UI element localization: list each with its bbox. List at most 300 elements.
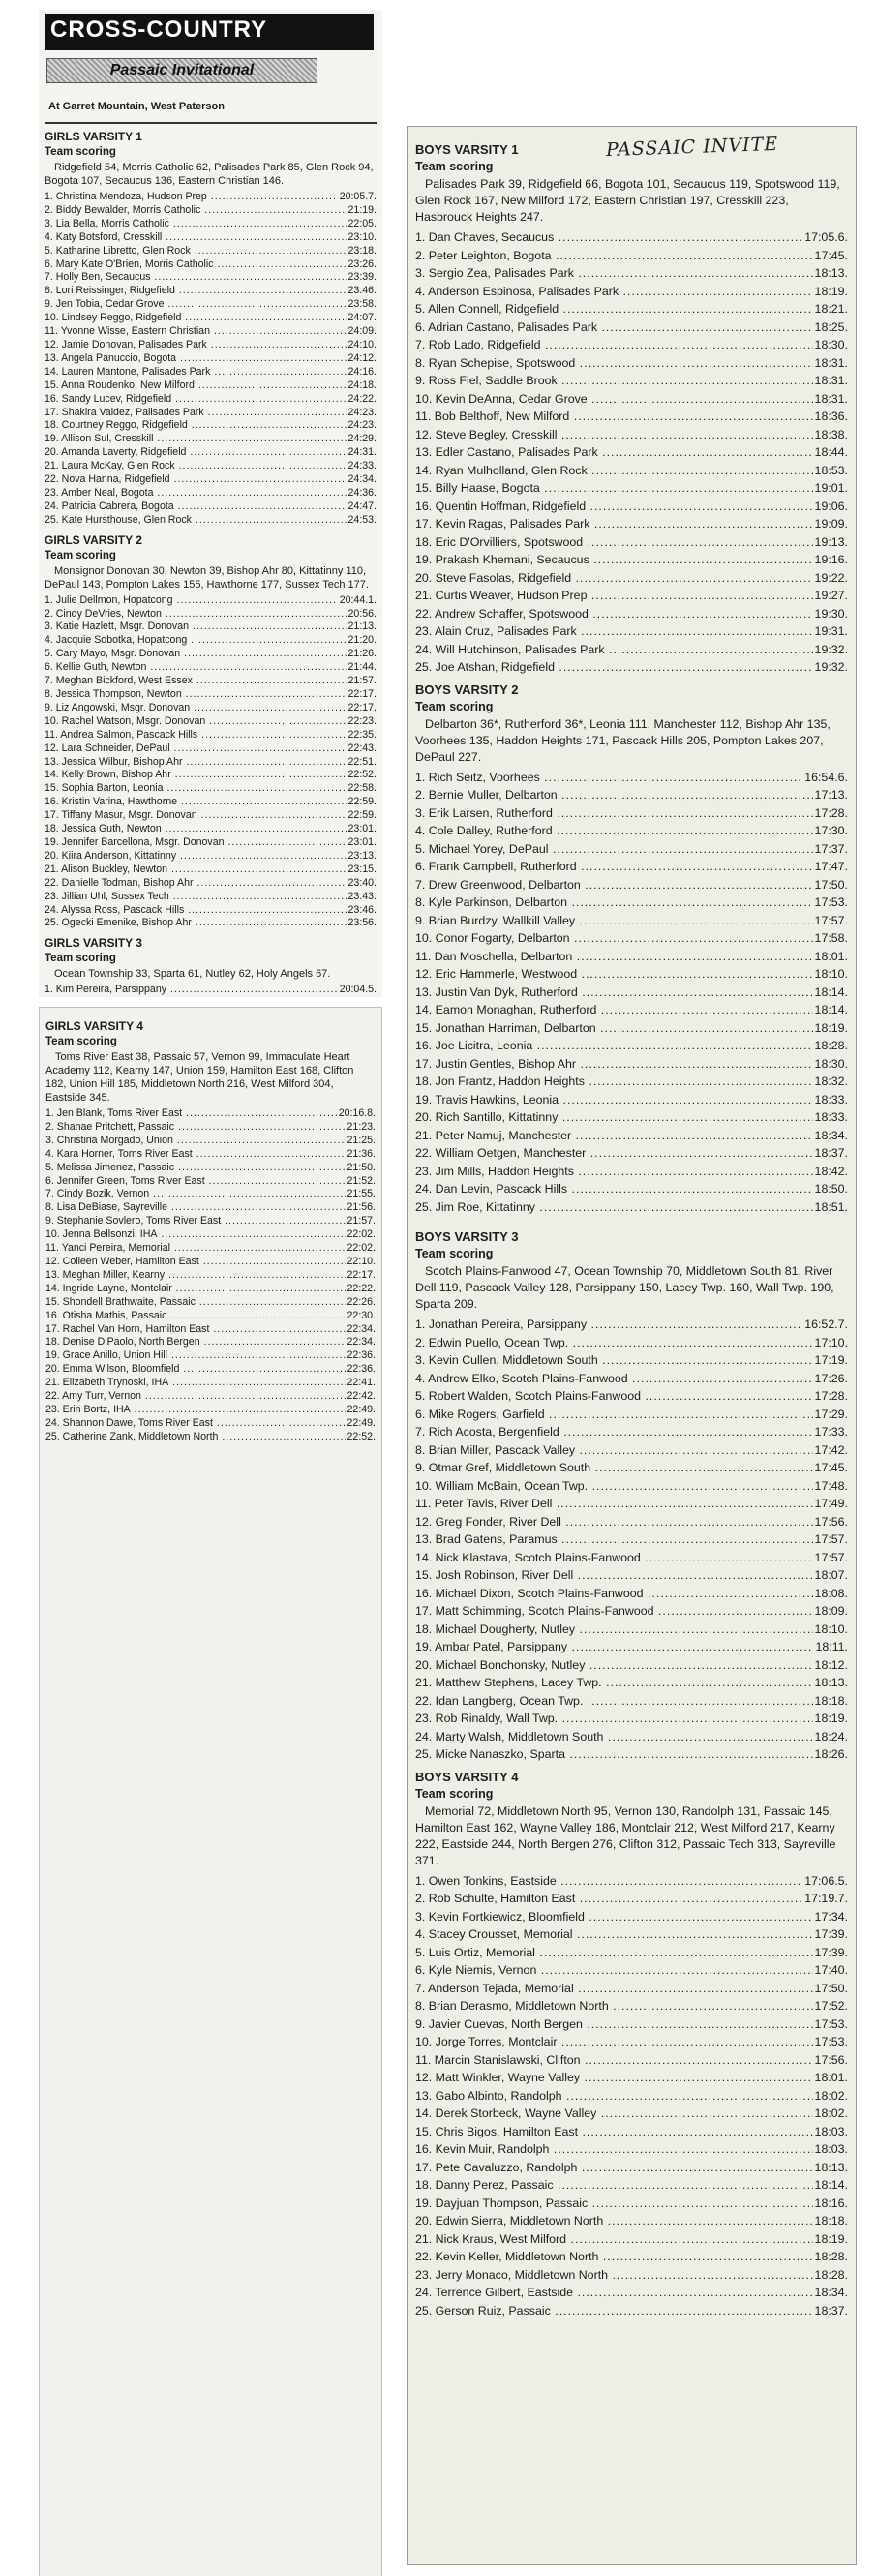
finish-time: 18:36.	[814, 409, 848, 423]
finish-time: 18:10.	[814, 967, 848, 981]
finish-time: 20:05.7.	[339, 191, 377, 202]
result-row	[415, 1728, 848, 1746]
finish-time: 18:18.	[814, 1693, 848, 1708]
team-scoring-label: Team scoring	[415, 1247, 494, 1260]
runner-name: 8. Jessica Thompson, Newton .....	[45, 688, 347, 702]
result-row	[415, 622, 848, 641]
runner-name: 3. Christina Morgado, Union .....	[45, 1135, 346, 1148]
finish-time: 16:52.7.	[804, 1318, 848, 1331]
result-row	[45, 688, 377, 702]
finish-time: 18:37.	[814, 2303, 848, 2318]
finish-time: 17:19.7.	[804, 1892, 848, 1905]
result-row	[415, 1674, 848, 1692]
result-row	[45, 1256, 376, 1269]
runner-name: 21. Laura McKay, Glen Rock .....	[45, 460, 347, 473]
result-row	[45, 1228, 376, 1242]
result-row	[45, 312, 377, 325]
finish-time: 24:09.	[347, 325, 377, 338]
finish-time: 17:57.	[814, 913, 848, 927]
finish-time: 18:42.	[814, 1164, 848, 1178]
finish-time: 17:50.	[814, 1981, 848, 1995]
result-row	[415, 1961, 848, 1980]
result-row	[415, 1351, 848, 1370]
result-row	[45, 352, 377, 366]
runner-name: 19. Jennifer Barcellona, Msgr. Donovan .....	[45, 836, 347, 850]
runner-name: 23. Erin Bortz, IHA .....	[45, 1404, 346, 1417]
result-row	[415, 2284, 848, 2302]
finish-time: 22:49.	[347, 1403, 376, 1415]
boys-varsity-1-section	[415, 142, 848, 677]
runner-name: 12. Colleen Weber, Hamilton East .....	[45, 1256, 346, 1269]
runner-name: 24. Dan Levin, Pascack Hills .....	[415, 1180, 813, 1198]
runner-name: 3. Sergio Zea, Palisades Park .....	[415, 264, 813, 283]
finish-time: 22:36.	[347, 1363, 376, 1376]
team-scoring-text: Ocean Township 33, Sparta 61, Nutley 62, Holy Angels 67.	[54, 968, 331, 981]
finish-time: 17:39.	[814, 1945, 848, 1959]
runner-name: 19. Allison Sul, Cresskill .....	[45, 433, 347, 446]
runner-name: 8. Lori Reissinger, Ridgefield .....	[45, 285, 347, 298]
result-row	[45, 891, 377, 904]
runner-name: 20. Michael Bonchonsky, Nutley .....	[415, 1656, 813, 1675]
result-row	[45, 339, 377, 352]
result-row	[45, 877, 377, 891]
finish-time: 23:58.	[347, 298, 377, 311]
runner-name: 15. Jonathan Harriman, Delbarton .....	[415, 1019, 813, 1038]
finish-time: 24:29.	[347, 433, 377, 445]
runner-name: 19. Ambar Patel, Parsippany .....	[415, 1638, 813, 1656]
result-row	[415, 876, 848, 894]
finish-time: 22:49.	[347, 1416, 376, 1429]
result-row	[45, 1121, 376, 1135]
runner-name: 1. Jonathan Pereira, Parsippany .....	[415, 1316, 802, 1334]
result-row	[45, 904, 377, 918]
finish-time: 23:10.	[347, 230, 377, 243]
runner-name: 5. Luis Ortiz, Memorial .....	[415, 1944, 813, 1962]
event-subtitle: Passaic Invitational	[46, 58, 317, 83]
runner-name: 6. Adrian Castano, Palisades Park .....	[415, 318, 813, 337]
result-row	[415, 1163, 848, 1181]
result-row	[45, 1148, 376, 1162]
finish-time: 18:12.	[814, 1657, 848, 1672]
finish-time: 23:46.	[347, 285, 377, 297]
runner-name: 21. Curtis Weaver, Hudson Prep .....	[415, 587, 813, 605]
team-scoring-text: Palisades Park 39, Ridgefield 66, Bogota 101, Secaucus 119, Spotswood 119, Glen Rock 167, New Milford 172, Eastern Christian 197, Cresskill 223, Hasbrouck Heights 247.	[415, 177, 840, 224]
finish-time: 18:18.	[814, 2214, 848, 2227]
runner-name: 25. Joe Atshan, Ridgefield .....	[415, 658, 813, 677]
finish-time: 22:59.	[347, 809, 377, 822]
result-row	[45, 460, 377, 473]
finish-time: 22:26.	[347, 1295, 376, 1308]
finish-time: 21:26.	[347, 648, 377, 660]
runner-name: 4. Kara Horner, Toms River East .....	[45, 1148, 346, 1162]
divider	[45, 122, 377, 124]
finish-time: 23:43.	[347, 890, 377, 902]
finish-time: 17:45.	[814, 248, 848, 262]
result-row	[415, 462, 848, 480]
runner-name: 14. Kelly Brown, Bishop Ahr .....	[45, 769, 347, 782]
finish-time: 21:57.	[347, 675, 377, 687]
result-row	[45, 298, 377, 312]
finish-time: 21:25.	[347, 1134, 376, 1146]
result-row	[45, 1363, 376, 1377]
result-row	[415, 1585, 848, 1603]
result-row	[415, 804, 848, 823]
result-row	[415, 336, 848, 354]
finish-time: 20:44.1.	[339, 593, 377, 606]
runner-name: 18. Jessica Guth, Newton .....	[45, 823, 347, 836]
finish-time: 17:56.	[814, 1514, 848, 1529]
runner-name: 17. Shakira Valdez, Palisades Park .....	[45, 407, 347, 420]
result-row	[45, 1188, 376, 1201]
finish-time: 24:33.	[347, 460, 377, 472]
finish-time: 18:01.	[814, 2071, 848, 2084]
result-row	[415, 984, 848, 1002]
finish-time: 17:37.	[814, 841, 848, 856]
result-row	[415, 264, 848, 283]
result-row	[415, 498, 848, 516]
runner-name: 24. Terrence Gilbert, Eastside .....	[415, 2284, 813, 2302]
runner-name: 16. Otisha Mathis, Passaic .....	[45, 1310, 346, 1323]
runner-name: 13. Angela Panuccio, Bogota .....	[45, 352, 347, 366]
finish-time: 18:03.	[814, 2124, 848, 2138]
finish-time: 17:33.	[814, 1425, 848, 1439]
runner-name: 20. Emma Wilson, Bloomfield .....	[45, 1363, 346, 1377]
finish-time: 19:30.	[814, 606, 848, 621]
runner-name: 14. Eamon Monaghan, Rutherford .....	[415, 1001, 813, 1019]
result-row	[45, 850, 377, 864]
finish-time: 18:07.	[814, 1568, 848, 1582]
result-row	[45, 1283, 376, 1296]
finish-time: 21:44.	[347, 661, 377, 674]
finish-time: 23:01.	[347, 835, 377, 848]
finish-time: 18:14.	[814, 985, 848, 999]
result-row	[45, 608, 377, 621]
finish-time: 18:44.	[814, 445, 848, 459]
result-row	[415, 247, 848, 265]
runner-name: 25. Gerson Ruiz, Passaic .....	[415, 2302, 813, 2320]
runner-name: 23. Jerry Monaco, Middletown North .....	[415, 2266, 813, 2285]
finish-time: 19:22.	[814, 570, 848, 585]
finish-time: 19:32.	[814, 642, 848, 656]
result-row	[415, 858, 848, 876]
team-scoring-text: Delbarton 36*, Rutherford 36*, Leonia 111, Manchester 112, Bishop Ahr 135, Voorhees 135, Haddon Heights 171, Pascack Hills 205, Pompton Lakes 207, DePaul 227.	[415, 716, 831, 764]
result-row	[45, 1310, 376, 1323]
result-row	[415, 1925, 848, 1944]
runner-name: 3. Erik Larsen, Rutherford .....	[415, 804, 813, 823]
result-row	[415, 228, 848, 247]
finish-time: 21:55.	[347, 1188, 376, 1200]
finish-time: 24:12.	[347, 351, 377, 364]
finish-time: 18:02.	[814, 2088, 848, 2103]
finish-time: 18:13.	[814, 266, 848, 280]
runner-name: 12. Steve Begley, Cresskill .....	[415, 426, 813, 444]
finish-time: 19:32.	[814, 660, 848, 674]
runner-name: 14. Nick Klastava, Scotch Plains-Fanwood .....	[415, 1549, 813, 1567]
finish-time: 17:39.	[814, 1927, 848, 1941]
runner-name: 23. Jim Mills, Haddon Heights .....	[415, 1163, 813, 1181]
finish-time: 17:34.	[814, 1909, 848, 1924]
result-row	[45, 594, 377, 608]
result-row	[415, 533, 848, 552]
finish-time: 24:18.	[347, 379, 377, 391]
finish-time: 17:06.5.	[804, 1873, 848, 1888]
result-row	[415, 1692, 848, 1711]
finish-time: 17:56.	[814, 2052, 848, 2067]
runner-name: 15. Sophia Barton, Leonia .....	[45, 782, 347, 796]
runner-name: 8. Ryan Schepise, Spotswood .....	[415, 354, 813, 373]
result-row	[415, 1316, 848, 1334]
finish-time: 23:18.	[347, 244, 377, 257]
finish-time: 23:13.	[347, 849, 377, 862]
result-row	[45, 433, 377, 446]
result-row	[45, 407, 377, 420]
result-row	[45, 648, 377, 661]
right-clipping	[407, 126, 857, 2565]
runner-name: 10. Kevin DeAnna, Cedar Grove .....	[415, 390, 813, 409]
finish-time: 20:04.5.	[339, 984, 377, 996]
result-row	[415, 1127, 848, 1145]
result-row	[415, 587, 848, 605]
section-title: CROSS-COUNTRY	[45, 14, 374, 50]
team-scoring-label: Team scoring	[415, 160, 494, 173]
result-row	[45, 379, 377, 393]
runner-name: 22. Kevin Keller, Middletown North .....	[415, 2248, 813, 2266]
finish-time: 18:01.	[814, 949, 848, 963]
result-row	[415, 2015, 848, 2034]
runner-name: 25. Ogecki Emenike, Bishop Ahr .....	[45, 917, 347, 930]
runner-name: 6. Mike Rogers, Garfield .....	[415, 1406, 813, 1424]
finish-time: 23:56.	[347, 917, 377, 929]
boys-varsity-4-section	[415, 1770, 848, 2320]
finish-time: 18:14.	[814, 2178, 848, 2192]
result-row	[415, 1997, 848, 2015]
result-row	[415, 929, 848, 948]
handwritten-note: PASSAIC INVITE	[605, 133, 779, 162]
result-row	[415, 515, 848, 533]
finish-time: 18:33.	[814, 1092, 848, 1106]
runner-name: 23. Jillian Uhl, Sussex Tech .....	[45, 891, 347, 904]
result-row	[415, 1198, 848, 1217]
result-row	[415, 479, 848, 498]
boys-varsity-2-section	[415, 682, 848, 1217]
result-row	[45, 191, 377, 204]
finish-time: 18:28.	[814, 2250, 848, 2263]
runner-name: 14. Ryan Mulholland, Glen Rock .....	[415, 462, 813, 480]
result-row	[415, 1073, 848, 1091]
result-row	[415, 2159, 848, 2177]
result-row	[415, 569, 848, 588]
runner-name: 5. Michael Yorey, DePaul .....	[415, 840, 813, 859]
result-row	[45, 756, 377, 770]
result-row	[415, 2248, 848, 2266]
finish-time: 23:26.	[347, 258, 377, 270]
finish-time: 18:28.	[814, 1039, 848, 1052]
runner-name: 1. Kim Pereira, Parsippany .....	[45, 984, 338, 997]
result-row	[415, 840, 848, 859]
finish-time: 17:40.	[814, 1963, 848, 1977]
runner-name: 7. Meghan Bickford, West Essex .....	[45, 675, 347, 688]
result-row	[45, 715, 377, 729]
section-heading: BOYS VARSITY 3	[415, 1229, 519, 1244]
result-row	[415, 1621, 848, 1639]
runner-name: 7. Rob Lado, Ridgefield .....	[415, 336, 813, 354]
runner-name: 1. Jen Blank, Toms River East .....	[45, 1107, 337, 1121]
result-row	[415, 1423, 848, 1441]
runner-name: 23. Rob Rinaldy, Wall Twp. .....	[415, 1710, 813, 1728]
runner-name: 22. Idan Langberg, Ocean Twp. .....	[415, 1692, 813, 1711]
result-row	[415, 965, 848, 984]
finish-time: 18:11.	[815, 1640, 848, 1653]
result-row	[45, 823, 377, 836]
finish-time: 19:16.	[814, 553, 848, 566]
runner-name: 5. Allen Connell, Ridgefield .....	[415, 300, 813, 318]
runner-name: 5. Robert Walden, Scotch Plains-Fanwood .....	[415, 1387, 813, 1406]
result-row	[45, 984, 377, 997]
runner-name: 21. Matthew Stephens, Lacey Twp. .....	[415, 1674, 813, 1692]
result-row	[415, 1549, 848, 1567]
finish-time: 21:52.	[347, 1174, 376, 1187]
runner-name: 15. Chris Bigos, Hamilton East .....	[415, 2123, 813, 2141]
result-row	[45, 1162, 376, 1175]
finish-time: 21:19.	[347, 203, 377, 216]
runner-name: 25. Jim Roe, Kittatinny .....	[415, 1198, 813, 1217]
runner-name: 21. Nick Kraus, West Milford .....	[415, 2230, 813, 2249]
finish-time: 23:15.	[347, 863, 377, 875]
runner-name: 13. Meghan Miller, Kearny .....	[45, 1269, 346, 1283]
finish-time: 19:13.	[814, 534, 848, 549]
runner-name: 24. Alyssa Ross, Pascack Hills .....	[45, 904, 347, 918]
finish-time: 17:10.	[814, 1335, 848, 1349]
finish-time: 19:27.	[814, 589, 848, 602]
result-row	[415, 1180, 848, 1198]
finish-time: 17:28.	[814, 1389, 848, 1403]
finish-time: 23:40.	[347, 876, 377, 889]
runner-name: 9. Jen Tobia, Cedar Grove .....	[45, 298, 347, 312]
finish-time: 22:23.	[347, 714, 377, 727]
runner-name: 9. Ross Fiel, Saddle Brook .....	[415, 372, 813, 390]
result-row	[415, 948, 848, 966]
runner-name: 22. Amy Turr, Vernon .....	[45, 1390, 346, 1404]
result-row	[415, 390, 848, 409]
runner-name: 9. Javier Cuevas, North Bergen .....	[415, 2015, 813, 2034]
result-row	[415, 1495, 848, 1513]
finish-time: 24:31.	[347, 446, 377, 459]
result-row	[415, 2212, 848, 2230]
result-row	[45, 809, 377, 823]
result-row	[45, 366, 377, 379]
result-row	[415, 1944, 848, 1962]
finish-time: 22:59.	[347, 796, 377, 808]
runner-name: 19. Grace Anillo, Union Hill .....	[45, 1349, 346, 1363]
result-row	[415, 426, 848, 444]
runner-name: 14. Ingride Layne, Montclair .....	[45, 1283, 346, 1296]
result-row	[45, 917, 377, 930]
runner-name: 1. Julie Dellmon, Hopatcong .....	[45, 594, 338, 608]
finish-time: 22:52.	[347, 1430, 376, 1442]
runner-name: 8. Kyle Parkinson, Delbarton .....	[415, 894, 813, 912]
result-row	[415, 551, 848, 569]
result-row	[45, 419, 377, 433]
runner-name: 10. Rachel Watson, Msgr. Donovan .....	[45, 715, 347, 729]
runner-name: 20. Amanda Laverty, Ridgefield .....	[45, 446, 347, 460]
result-row	[45, 500, 377, 514]
result-row	[45, 661, 377, 675]
finish-time: 18:26.	[814, 1747, 848, 1761]
finish-time: 18:34.	[814, 1128, 848, 1142]
result-row	[45, 1107, 376, 1121]
result-row	[415, 1566, 848, 1585]
runner-name: 20. Rich Santillo, Kittatinny .....	[415, 1108, 813, 1127]
result-row	[45, 796, 377, 809]
finish-time: 21:13.	[347, 621, 377, 633]
finish-time: 17:13.	[814, 788, 848, 802]
finish-time: 24:07.	[347, 312, 377, 324]
finish-time: 17:29.	[814, 1407, 848, 1421]
runner-name: 24. Patricia Cabrera, Bogota .....	[45, 500, 347, 514]
finish-time: 17:57.	[814, 1532, 848, 1546]
result-row	[415, 283, 848, 301]
runner-name: 11. Yanci Pereira, Memorial .....	[45, 1242, 346, 1256]
runner-name: 4. Andrew Elko, Scotch Plains-Fanwood .....	[415, 1370, 813, 1388]
runner-name: 3. Lia Bella, Morris Catholic .....	[45, 218, 347, 231]
result-row	[415, 2033, 848, 2051]
team-scoring-text: Memorial 72, Middletown North 95, Vernon 130, Randolph 131, Passaic 145, Hamilton East 162, Wayne Valley 186, Montclair 212, West Milford 217, Kearny 222, Eastside 244, North Bergen 276, Clifton 312, Passaic Tech 313, Sayreville 371.	[415, 1803, 836, 1867]
runner-name: 4. Stacey Crousset, Memorial .....	[415, 1925, 813, 1944]
finish-time: 19:06.	[814, 499, 848, 513]
result-row	[415, 443, 848, 462]
section-heading: GIRLS VARSITY 1	[45, 130, 142, 143]
result-row	[45, 1135, 376, 1148]
result-row	[45, 204, 377, 218]
finish-time: 18:14.	[814, 1003, 848, 1016]
result-row	[45, 864, 377, 877]
runner-name: 7. Anderson Tejada, Memorial .....	[415, 1980, 813, 1998]
finish-time: 18:31.	[814, 355, 848, 370]
runner-name: 11. Yvonne Wisse, Eastern Christian .....	[45, 325, 347, 339]
finish-time: 21:56.	[347, 1201, 376, 1214]
finish-time: 21:50.	[347, 1161, 376, 1173]
finish-time: 22:02.	[347, 1242, 376, 1255]
runner-name: 3. Kevin Cullen, Middletown South .....	[415, 1351, 813, 1370]
result-row	[415, 605, 848, 623]
finish-time: 22:22.	[347, 1282, 376, 1294]
runner-name: 24. Marty Walsh, Middletown South .....	[415, 1728, 813, 1746]
runner-name: 18. Danny Perez, Passaic .....	[415, 2176, 813, 2195]
finish-time: 22:51.	[347, 755, 377, 768]
finish-time: 17:48.	[814, 1478, 848, 1493]
runner-name: 17. Justin Gentles, Bishop Ahr .....	[415, 1055, 813, 1074]
finish-time: 18:13.	[814, 1676, 848, 1689]
runner-name: 1. Dan Chaves, Secaucus .....	[415, 228, 802, 247]
result-row	[415, 1530, 848, 1549]
runner-name: 19. Travis Hawkins, Leonia .....	[415, 1091, 813, 1109]
runner-name: 14. Lauren Mantone, Palisades Park .....	[45, 366, 347, 379]
result-row	[415, 2123, 848, 2141]
finish-time: 24:23.	[347, 419, 377, 432]
finish-time: 24:53.	[347, 513, 377, 526]
runner-name: 18. Courtney Reggo, Ridgefield .....	[45, 419, 347, 433]
finish-time: 18:33.	[814, 1110, 848, 1124]
result-row	[45, 1215, 376, 1228]
girls-varsity-4-section	[45, 1019, 376, 1444]
runner-name: 16. Sandy Lucev, Ridgefield .....	[45, 393, 347, 407]
finish-time: 17:52.	[814, 1999, 848, 2013]
runner-name: 15. Billy Haase, Bogota .....	[415, 479, 813, 498]
result-row	[45, 729, 377, 742]
result-row	[415, 2230, 848, 2249]
result-row	[415, 641, 848, 659]
finish-time: 22:41.	[347, 1377, 376, 1389]
